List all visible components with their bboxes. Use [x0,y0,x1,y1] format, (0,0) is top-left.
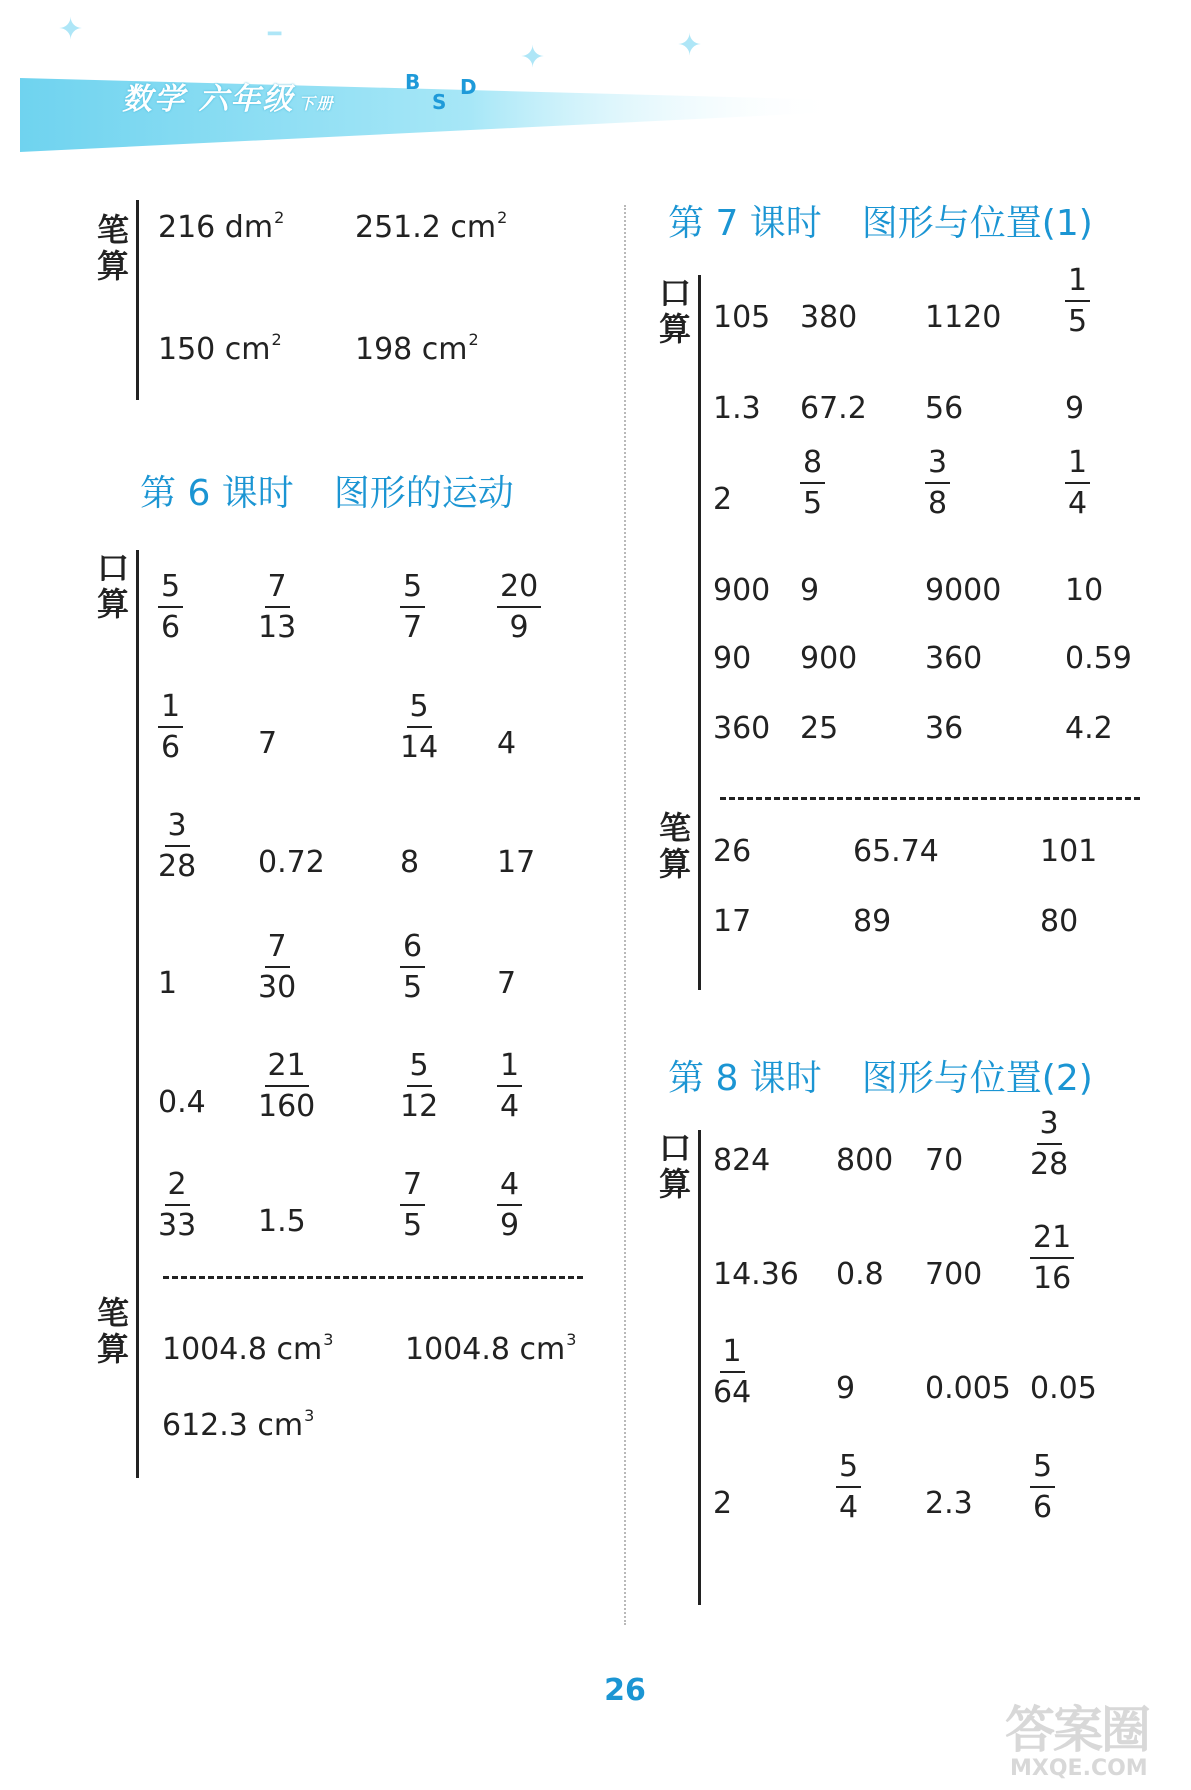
denominator: 28 [158,849,197,884]
fraction-answer [800,444,825,524]
written-label: 笔算 [658,809,691,883]
fraction-answer [400,688,438,768]
denominator: 5 [403,970,423,1005]
numerator: 6 [400,928,425,968]
answer-cell: 0.005 [925,1371,1011,1406]
answer-cell: 800 [836,1143,894,1178]
answer-cell: 70 [925,1143,964,1178]
fraction-answer [400,928,425,1008]
oral-label: 口算 [96,549,129,623]
answer-cell: 900 [713,573,771,608]
star-icon: ✦ [677,28,703,63]
book-title [122,74,334,118]
fraction-answer [258,1047,315,1127]
numerator: 1 [1065,444,1090,484]
answer-cell: 56 [925,391,964,426]
answer-cell: 1004.8 $cm^3$ [405,1330,577,1367]
fraction-answer [1065,444,1090,524]
answer-cell: 4 [497,726,517,761]
answer-cell: 2 [713,1486,733,1521]
lesson-8-title: 第 8 课时 图形与位置(2) [668,1058,1093,1099]
denominator: 28 [1030,1147,1069,1182]
answer-cell: 251.2 $cm^2$ [355,208,508,245]
fraction-answer [497,1166,522,1246]
star-icon: ✦ [520,40,546,75]
denominator: 16 [1033,1261,1072,1296]
numerator: 2 [165,1166,190,1206]
fraction-answer [158,1166,196,1246]
answer-cell: 0.59 [1065,641,1132,676]
answer-cell: 90 [713,641,752,676]
answer-cell: 1.5 [258,1204,306,1239]
answer-cell: 0.8 [836,1257,884,1292]
dashed-divider [163,1276,583,1279]
denominator: 13 [258,610,297,645]
answer-cell: 17 [713,904,752,939]
fraction-answer [158,807,196,887]
fraction-answer [1030,1448,1055,1528]
edition-letter-d: D [460,75,477,99]
fraction-answer [1030,1105,1068,1185]
star-icon: ✦ [58,12,84,47]
denominator: 14 [400,730,439,765]
column-divider [624,205,626,1625]
answer-cell: 9 [800,573,820,608]
lesson-7-title: 第 7 课时 图形与位置(1) [668,203,1093,244]
denominator: 4 [839,1490,859,1525]
denominator: 160 [258,1089,316,1124]
fraction-answer [925,444,950,524]
section-rule [136,200,139,400]
numerator: 5 [400,568,425,608]
answer-cell: 0.4 [158,1085,206,1120]
written-label: 笔算 [96,1294,129,1368]
answer-cell: 67.2 [800,391,867,426]
denominator: 64 [713,1375,752,1410]
denominator: 6 [161,730,181,765]
fraction-answer [158,568,183,648]
denominator: 7 [403,610,423,645]
answer-cell: 150 $cm^2$ [158,330,282,367]
answer-cell: 824 [713,1143,771,1178]
answer-cell: 1004.8 $cm^3$ [162,1330,334,1367]
numerator: 7 [265,568,290,608]
answer-cell: 612.3 $cm^3$ [162,1406,315,1443]
answer-cell: 1 [158,966,178,1001]
denominator: 30 [258,970,297,1005]
watermark-logo: 答案圈 [1005,1701,1149,1759]
answer-cell: 36 [925,711,964,746]
edition-letter-s: S [432,90,447,114]
section-rule [698,1130,701,1605]
dashed-divider [720,797,1140,800]
fraction-answer [836,1448,861,1528]
fraction-answer [497,568,541,648]
answer-cell: 10 [1065,573,1104,608]
dash-deco: ━ [268,22,282,47]
numerator: 3 [925,444,950,484]
numerator: 8 [800,444,825,484]
answer-cell: 89 [853,904,892,939]
answer-cell: 2 [713,482,733,517]
section-rule [698,275,701,990]
answer-cell: 17 [497,845,536,880]
numerator: 5 [407,1047,432,1087]
denominator: 4 [500,1089,520,1124]
edition-letter-b: B [405,70,421,94]
answer-cell: 4.2 [1065,711,1113,746]
numerator: 5 [158,568,183,608]
fraction-answer [158,688,183,768]
numerator: 7 [400,1166,425,1206]
answer-cell: 25 [800,711,839,746]
oral-label: 口算 [658,1129,691,1203]
answer-cell: 80 [1040,904,1079,939]
answer-cell: 105 [713,300,771,335]
answer-cell: 9000 [925,573,1002,608]
denominator: 8 [928,486,948,521]
answer-cell: 700 [925,1257,983,1292]
fraction-answer [400,568,425,648]
answer-cell: 14.36 [713,1257,799,1292]
numerator: 21 [265,1047,309,1087]
fraction-answer [497,1047,522,1127]
numerator: 21 [1030,1219,1074,1259]
fraction-answer [1030,1219,1074,1299]
answer-cell: 26 [713,834,752,869]
answer-cell: 65.74 [853,834,939,869]
denominator: 6 [161,610,181,645]
numerator: 3 [165,807,190,847]
answer-cell: 7 [497,966,517,1001]
denominator: 12 [400,1089,439,1124]
header-banner [0,0,1191,160]
answer-cell: 8 [400,845,420,880]
answer-cell: 380 [800,300,858,335]
book-volume: 下册 [298,94,335,113]
fraction-answer [1065,262,1090,342]
denominator: 9 [509,610,529,645]
answer-cell: 9 [1065,391,1085,426]
answer-cell: 7 [258,726,278,761]
numerator: 4 [497,1166,522,1206]
denominator: 5 [803,486,823,521]
numerator: 20 [497,568,541,608]
numerator: 7 [265,928,290,968]
numerator: 5 [836,1448,861,1488]
answer-cell: 2.3 [925,1486,973,1521]
fraction-answer [258,568,296,648]
oral-label: 口算 [658,274,691,348]
answer-cell: 101 [1040,834,1098,869]
book-title-text: 数学 六年级 [122,82,295,117]
fraction-answer [400,1166,425,1246]
page-number: 26 [604,1673,646,1708]
answer-cell: 360 [713,711,771,746]
answer-cell: 900 [800,641,858,676]
numerator: 1 [158,688,183,728]
numerator: 5 [1030,1448,1055,1488]
denominator: 6 [1033,1490,1053,1525]
denominator: 9 [500,1208,520,1243]
numerator: 1 [497,1047,522,1087]
section-rule [136,550,139,1478]
denominator: 33 [158,1208,197,1243]
numerator: 1 [720,1333,745,1373]
numerator: 3 [1037,1105,1062,1145]
answer-cell: 198 $cm^2$ [355,330,479,367]
fraction-answer [713,1333,751,1413]
denominator: 4 [1068,486,1088,521]
answer-cell: 1120 [925,300,1002,335]
answer-cell: 0.72 [258,845,325,880]
fraction-answer [400,1047,438,1127]
fraction-answer [258,928,296,1008]
watermark-url: MXQE.COM [1010,1756,1148,1781]
denominator: 5 [403,1208,423,1243]
answer-cell: 0.05 [1030,1371,1097,1406]
answer-cell: 216 $dm^2$ [158,208,285,245]
denominator: 5 [1068,304,1088,339]
written-label: 笔算 [96,211,129,285]
numerator: 1 [1065,262,1090,302]
answer-cell: 9 [836,1371,856,1406]
numerator: 5 [407,688,432,728]
lesson-6-title: 第 6 课时 图形的运动 [140,473,514,514]
answer-cell: 360 [925,641,983,676]
answer-cell: 1.3 [713,391,761,426]
